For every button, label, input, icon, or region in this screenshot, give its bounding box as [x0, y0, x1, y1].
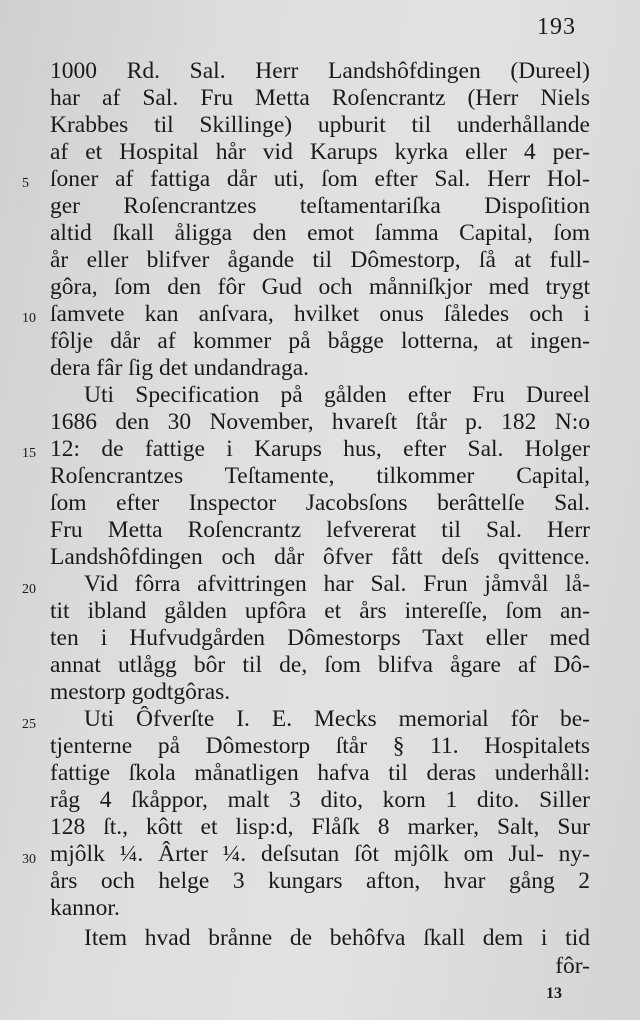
text-line: af et Hospital hår vid Karups kyrka eller 4 per-	[50, 139, 590, 165]
text-line: 1000 Rd. Sal. Herr Landshôfdingen (Dureel)	[50, 58, 590, 84]
text-line: Roſencrantzes Teſtamente, tilkommer Capital,	[50, 463, 590, 489]
text-line: ſoner af fattiga dår uti, ſom efter Sal. Herr Hol-	[50, 166, 590, 192]
text-line: Uti Ôfverſte I. E. Mecks memorial fôr be-	[84, 706, 590, 732]
line-number: 20	[22, 582, 36, 597]
text-line: 1686 den 30 November, hvareſt ſtår p. 182 N:o	[50, 409, 590, 435]
page-number: 193	[537, 14, 576, 40]
line-number: 15	[22, 446, 36, 461]
text-line: altid ſkall åligga den emot ſamma Capital, ſom	[50, 220, 590, 246]
text-line: Uti Specification på gålden efter Fru Dureel	[84, 382, 590, 408]
text-line: mjôlk ¼. Ârter ¼. deſsutan ſôt mjôlk om Jul- ny-	[50, 841, 590, 867]
text-line: råg 4 ſkåppor, malt 3 dito, korn 1 dito. Siller	[50, 787, 590, 813]
text-line: gôra, ſom den fôr Gud och månniſkjor med trygt	[50, 274, 590, 300]
text-line: 128 ſt., kôtt et lisp:d, Flåſk 8 marker, Salt, Sur	[50, 814, 590, 840]
text-line: Fru Metta Roſencrantz lefvererat til Sal. Herr	[50, 517, 590, 543]
text-line: kannor.	[50, 895, 120, 921]
text-line: annat utlågg bôr til de, ſom blifva ågare af Dô-	[50, 652, 590, 678]
text-line: Landshôfdingen och dår ôfver fått deſs qvittence.	[50, 544, 590, 570]
text-line: ſom efter Inspector Jacobsſons berâttelſe Sal.	[50, 490, 590, 516]
text-line: tjenterne på Dômestorp ſtår § 11. Hospitalets	[50, 733, 590, 759]
text-line: Vid fôrra afvittringen har Sal. Frun jåmvål lå-	[84, 571, 590, 597]
text-line: tit ibland gålden upfôra et års intereſſe, ſom an-	[50, 598, 590, 624]
text-line: ger Roſencrantzes teſtamentariſka Dispoſition	[50, 193, 590, 219]
text-line: fôr-	[555, 953, 590, 979]
line-number: 5	[22, 176, 29, 191]
line-number: 30	[22, 852, 36, 867]
text-line: fattige ſkola månatligen hafva til deras underhåll:	[50, 760, 590, 786]
text-line: Item hvad brånne de behôfva ſkall dem i tid	[84, 925, 590, 951]
text-line: 12: de fattige i Karups hus, efter Sal. Holger	[50, 436, 590, 462]
text-line: Krabbes til Skillinge) upburit til underhållande	[50, 112, 590, 138]
text-line: års och helge 3 kungars afton, hvar gång 2	[50, 868, 590, 894]
line-number: 10	[22, 311, 36, 326]
signature-mark: 13	[546, 985, 562, 1002]
text-line: mestorp godtgôras.	[50, 679, 231, 705]
text-line: dera fâr ſig det undandraga.	[50, 355, 310, 381]
text-line: fôlje dår af kommer på bågge lotterna, at ingen-	[50, 328, 590, 354]
text-line: ten i Hufvudgården Dômestorps Taxt eller med	[50, 625, 590, 651]
text-line: har af Sal. Fru Metta Roſencrantz (Herr Niels	[50, 85, 590, 111]
line-number: 25	[22, 717, 36, 732]
text-line: ſamvete kan anſvara, hvilket onus ſåledes och i	[50, 301, 590, 327]
text-line: år eller blifver ågande til Dômestorp, ſå at full-	[50, 247, 590, 273]
